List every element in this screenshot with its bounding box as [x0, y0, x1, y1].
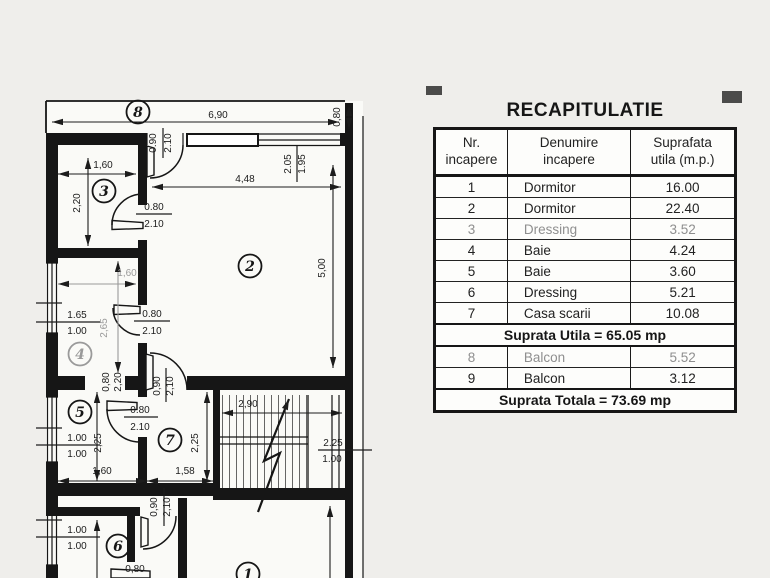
recap-title: RECAPITULATIE [506, 100, 664, 121]
dimension-label: 2,25 [93, 433, 104, 453]
col-header-nr: Nr. incapere [435, 129, 508, 176]
table-row: 1 Dormitor 16.00 [435, 176, 736, 198]
dimension-label: 2,65 [99, 318, 110, 338]
dimension-label: 2.05 [283, 154, 294, 174]
dimension-label: 2,10 [162, 497, 173, 517]
table-row: 7 Casa scarii 10.08 [435, 303, 736, 325]
dimension-label: 4,48 [235, 174, 255, 185]
col-header-suprafata: Suprafata utila (m.p.) [631, 129, 736, 176]
table-row: 3 Dressing 3.52 [435, 219, 736, 240]
dimension-label: 2,10 [165, 376, 176, 396]
dimension-label: 2.25 [323, 438, 343, 449]
dimension-label: 0.80 [130, 405, 150, 416]
dimension-label: 0,90 [149, 497, 160, 517]
dimension-label: 1.65 [67, 310, 87, 321]
table-row: 5 Baie 3.60 [435, 261, 736, 282]
dimension-label: 0.80 [142, 309, 162, 320]
dimension-label: 0,80 [125, 564, 145, 575]
dimension-label: 1.00 [67, 433, 87, 444]
table-row: 2 Dormitor 22.40 [435, 198, 736, 219]
svg-text:4: 4 [75, 347, 85, 363]
dimension-label: 0.90 [148, 133, 159, 153]
total-row: Suprata Totala = 73.69 mp [435, 389, 736, 412]
dimension-label: 1,58 [175, 466, 195, 477]
svg-text:6: 6 [113, 539, 123, 555]
dimension-label: 2.10 [163, 133, 174, 153]
dimension-label: 0,90 [152, 376, 163, 396]
dimension-label: 0,80 [101, 372, 112, 392]
dimension-label: 1.00 [322, 454, 342, 465]
dimension-label: 1.00 [67, 541, 87, 552]
dimension-label: 2,20 [72, 193, 83, 213]
dimension-label: 2,20 [113, 372, 124, 392]
dimension-label: 2.10 [130, 422, 150, 433]
svg-text:7: 7 [165, 433, 175, 449]
dimension-label: 2.10 [144, 219, 164, 230]
dimension-label: 6,90 [208, 110, 228, 121]
dimension-label: 1.00 [67, 326, 87, 337]
dimension-label: 2,25 [190, 433, 201, 453]
subtotal-row: Suprata Utila = 65.05 mp [435, 324, 736, 346]
table-row: 8 Balcon 5.52 [435, 346, 736, 368]
col-header-denumire: Denumire incapere [507, 129, 630, 176]
dimension-label: 1,60 [117, 268, 137, 279]
dimension-label: 1.00 [67, 525, 87, 536]
svg-text:1: 1 [243, 567, 253, 578]
svg-text:5: 5 [75, 405, 85, 421]
table-row: 9 Balcon 3.12 [435, 368, 736, 390]
dimension-label: 0,80 [332, 107, 343, 127]
dimension-label: 0.80 [144, 202, 164, 213]
svg-text:8: 8 [133, 105, 143, 121]
table-row: 4 Baie 4.24 [435, 240, 736, 261]
header-row [435, 129, 736, 176]
svg-text:3: 3 [99, 184, 109, 200]
table-row: 6 Dressing 5.21 [435, 282, 736, 303]
dimension-label: 2,90 [238, 399, 258, 410]
recap-table [433, 127, 737, 413]
building-footprint [46, 101, 363, 578]
dimension-label: 5,00 [317, 258, 328, 278]
dimension-label: 2.10 [142, 326, 162, 337]
scan-artifact [426, 86, 442, 95]
svg-text:2: 2 [245, 259, 255, 275]
dimension-label: 1,60 [93, 160, 113, 171]
dimension-label: 1.00 [67, 449, 87, 460]
dimension-label: 1,60 [92, 466, 112, 477]
dimension-label: 1.95 [297, 154, 308, 174]
